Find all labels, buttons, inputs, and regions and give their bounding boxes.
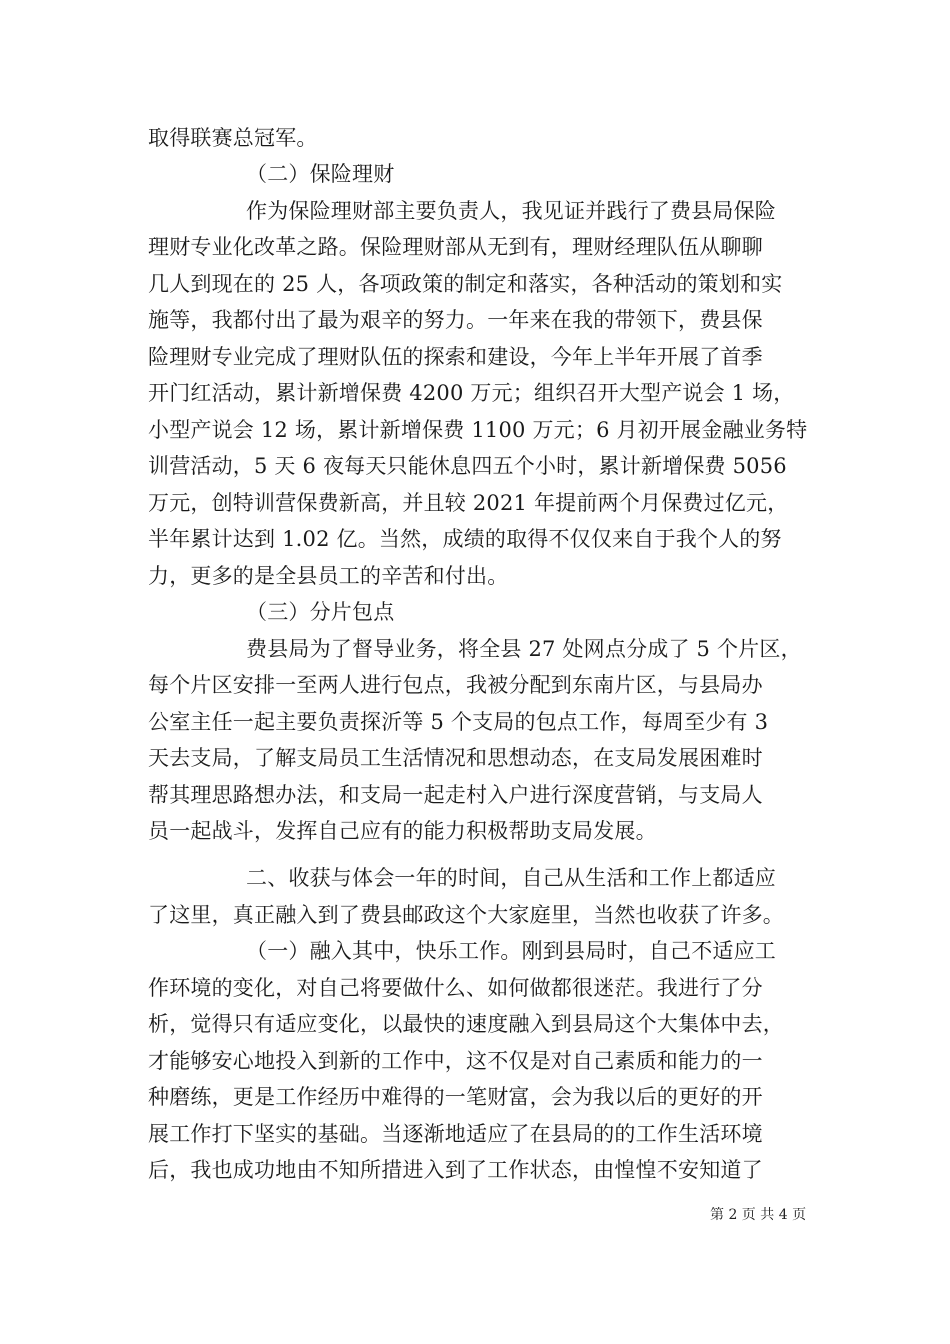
text-line: 作为保险理财部主要负责人，我见证并践行了费县局保险 xyxy=(246,199,776,223)
text-line: 理财专业化改革之路。保险理财部从无到有，理财经理队伍从聊聊 xyxy=(148,235,763,259)
text-line: 取得联赛总冠军。 xyxy=(148,126,318,150)
text-line: 展工作打下坚实的基础。当逐渐地适应了在县局的的工作生活环境 xyxy=(148,1122,763,1146)
text-line: 万元，创特训营保费新高，并且较 2021 年提前两个月保费过亿元， xyxy=(148,491,789,515)
text-line: 帮其理思路想办法，和支局一起走村入户进行深度营销，与支局人 xyxy=(148,783,763,807)
text-line: 种磨练，更是工作经历中难得的一笔财富，会为我以后的更好的开 xyxy=(148,1085,763,1109)
text-line: 才能够安心地投入到新的工作中，这不仅是对自己素质和能力的一 xyxy=(148,1049,763,1073)
text-line: 半年累计达到 1.02 亿。当然，成绩的取得不仅仅来自于我个人的努 xyxy=(148,527,782,551)
page-number: 第 2 页 共 4 页 xyxy=(710,1207,807,1223)
text-line: 施等，我都付出了最为艰辛的努力。一年来在我的带领下，费县保 xyxy=(148,308,763,332)
section-heading: （二）保险理财 xyxy=(246,162,395,186)
text-line: 费县局为了督导业务，将全县 27 处网点分成了 5 个片区， xyxy=(246,637,802,661)
section-heading: （三）分片包点 xyxy=(246,600,395,624)
text-line: （一）融入其中，快乐工作。刚到县局时，自己不适应工 xyxy=(246,939,776,963)
text-line: 了这里，真正融入到了费县邮政这个大家庭里，当然也收获了许多。 xyxy=(148,903,784,927)
text-line: 训营活动，5 天 6 夜每天只能休息四五个小时，累计新增保费 5056 xyxy=(148,454,787,478)
text-line: 几人到现在的 25 人，各项政策的制定和落实，各种活动的策划和实 xyxy=(148,272,783,296)
text-line: 力，更多的是全县员工的辛苦和付出。 xyxy=(148,564,509,588)
text-line: 后，我也成功地由不知所措进入到了工作状态，由惶惶不安知道了 xyxy=(148,1158,763,1182)
text-line: 公室主任一起主要负责探沂等 5 个支局的包点工作，每周至少有 3 xyxy=(148,710,769,734)
text-line: 小型产说会 12 场，累计新增保费 1100 万元；6 月初开展金融业务特 xyxy=(148,418,808,442)
text-line: 险理财专业完成了理财队伍的探索和建设，今年上半年开展了首季 xyxy=(148,345,763,369)
text-line: 员一起战斗，发挥自己应有的能力积极帮助支局发展。 xyxy=(148,819,657,843)
text-line: 天去支局，了解支局员工生活情况和思想动态，在支局发展困难时 xyxy=(148,746,763,770)
text-line: 每个片区安排一至两人进行包点，我被分配到东南片区，与县局办 xyxy=(148,673,763,697)
text-line: 开门红活动，累计新增保费 4200 万元；组织召开大型产说会 1 场， xyxy=(148,381,795,405)
text-line: 析，觉得只有适应变化，以最快的速度融入到县局这个大集体中去， xyxy=(148,1012,784,1036)
text-line: 作环境的变化，对自己将要做什么、如何做都很迷茫。我进行了分 xyxy=(148,976,763,1000)
text-line: 二、收获与体会一年的时间，自己从生活和工作上都适应 xyxy=(246,866,776,890)
